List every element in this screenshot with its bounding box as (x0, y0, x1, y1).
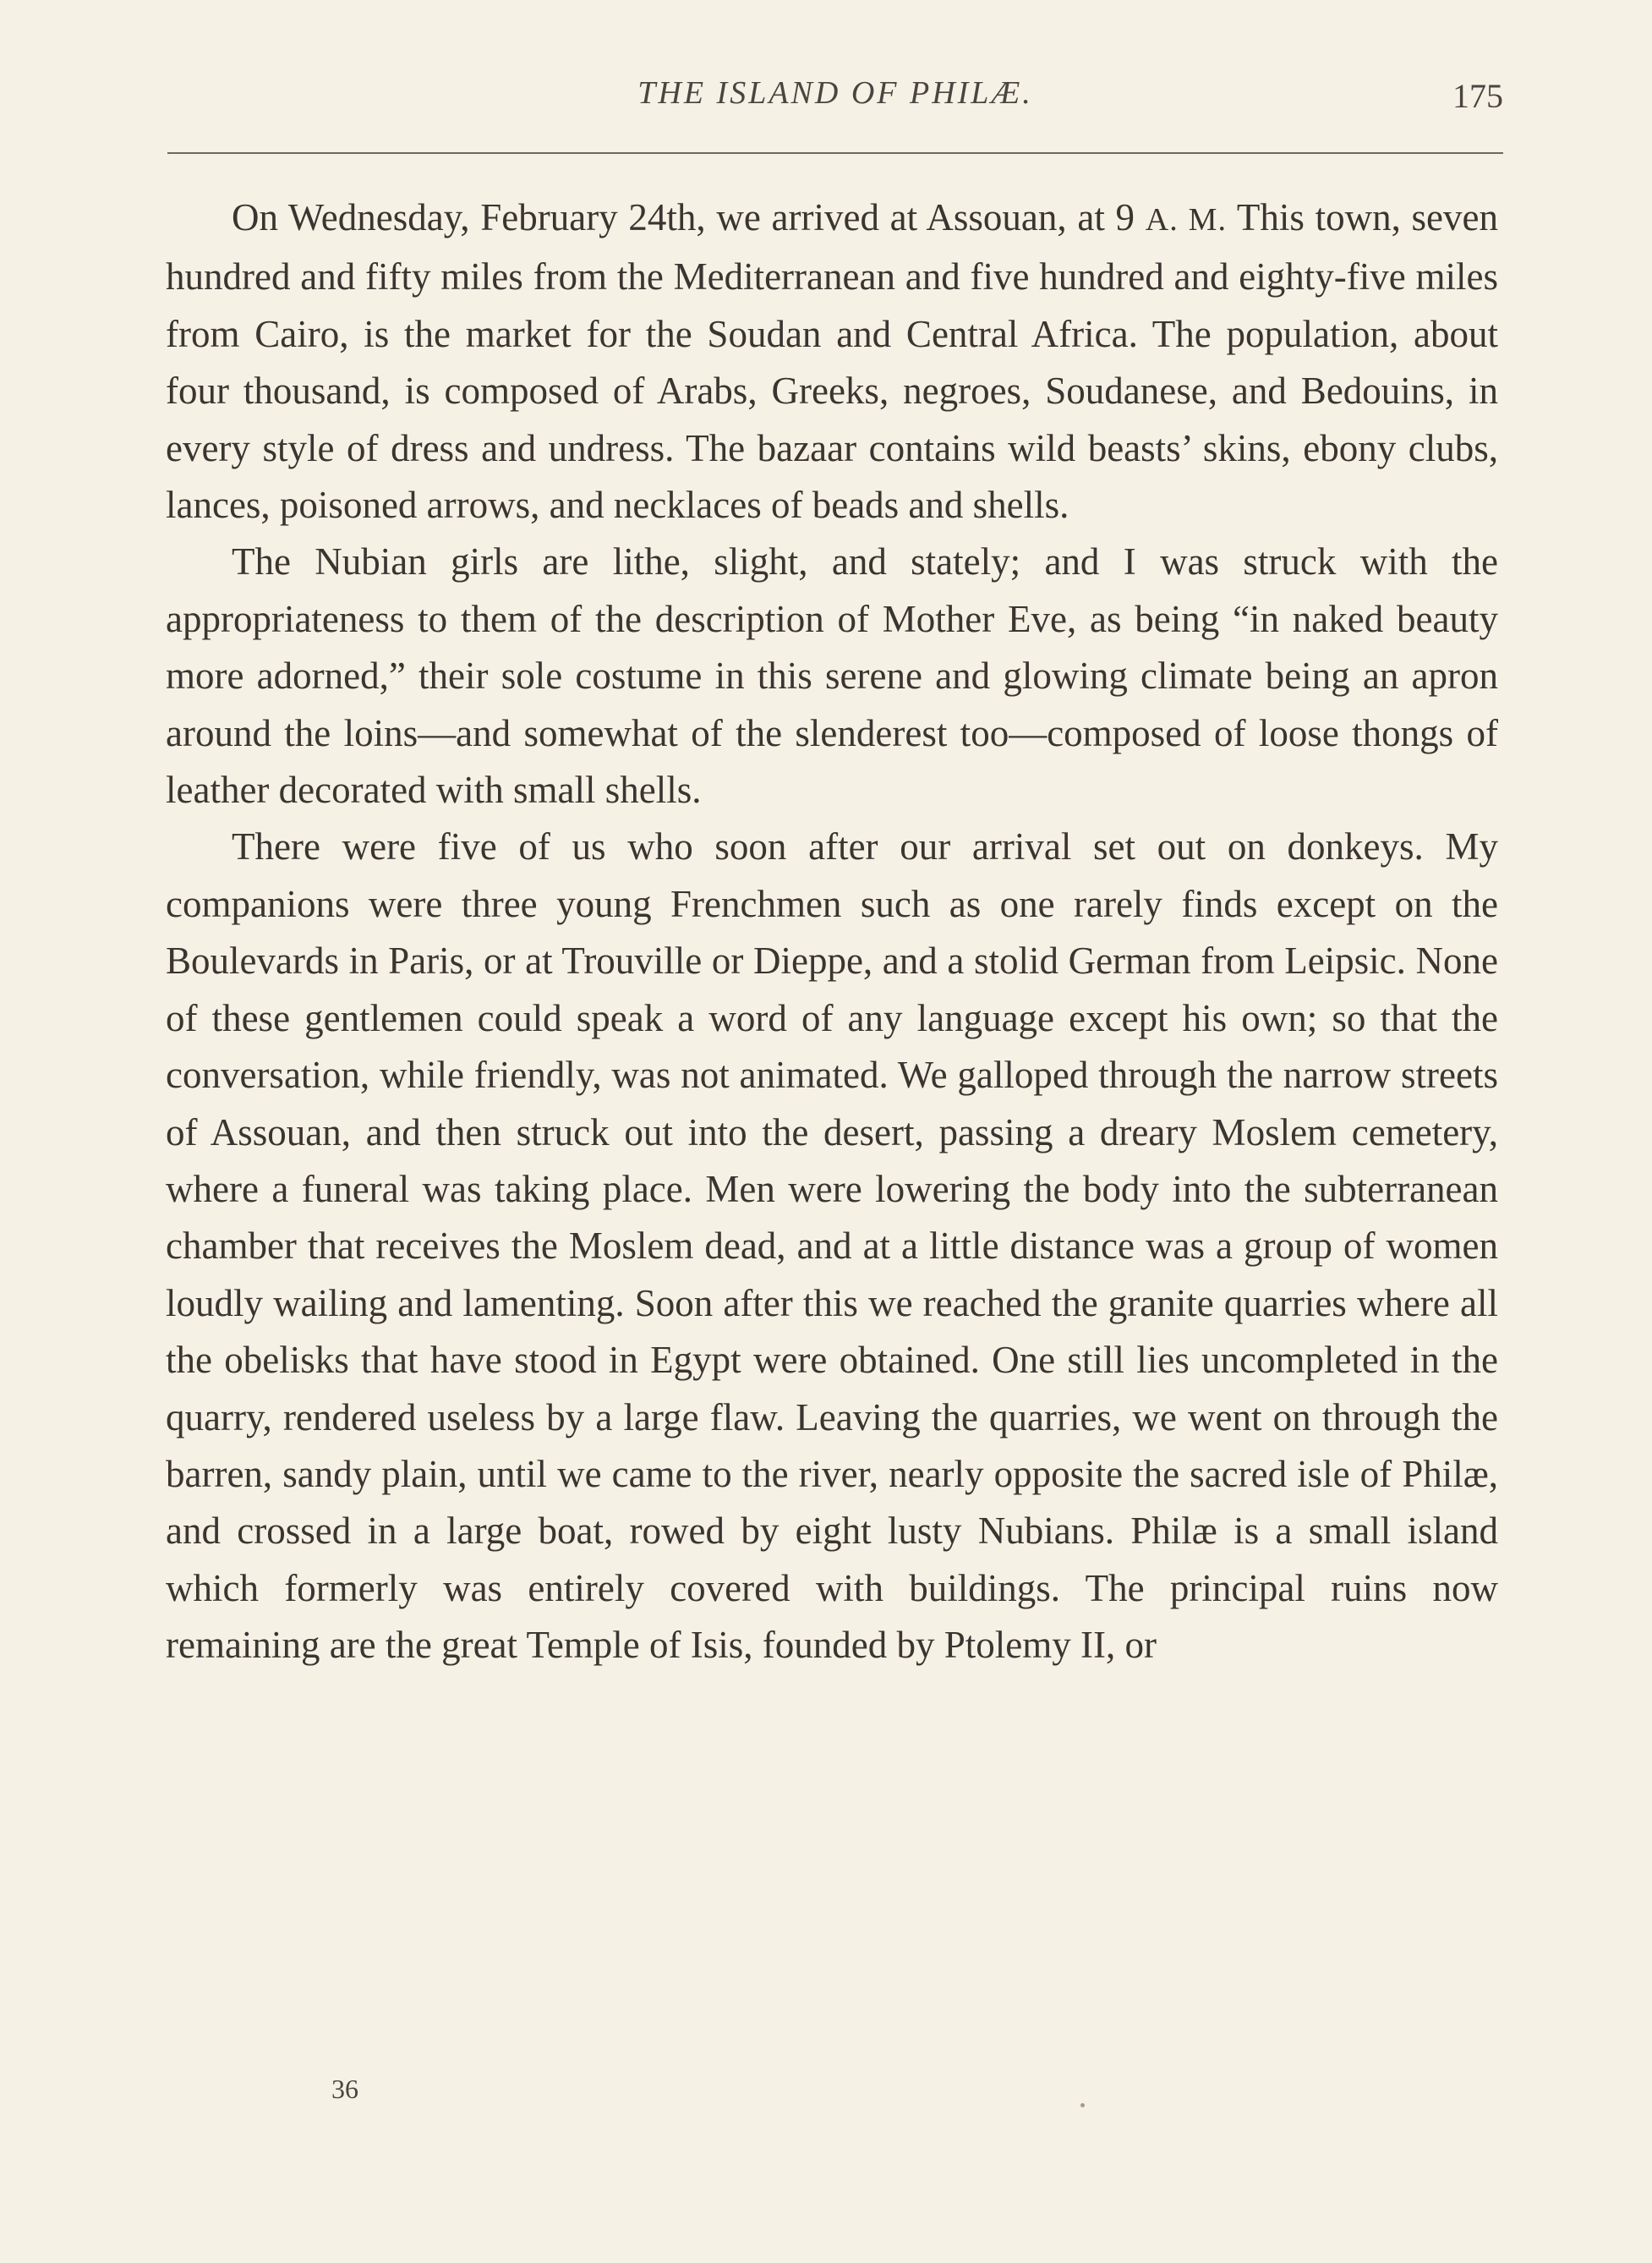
paragraph-1 (166, 189, 1498, 534)
body-text (166, 189, 1498, 1674)
running-head (167, 74, 1503, 125)
paragraph-2: The Nubian girls are lithe, slight, and stately; and I was struck with the appropriateness to them of the description of Mother Eve, as being “in naked beauty more adorned,” their sole costume in this serene and glowing climate being an apron around the loins—and somewhat of the slenderest too—composed of loose thongs of leather decorated with small shells. (166, 540, 1498, 812)
page-number: 175 (1452, 77, 1503, 115)
running-title: THE ISLAND OF PHILÆ. (637, 75, 1033, 111)
paragraph-3: There were five of us who soon after our arrival set out on donkeys. My companions were three young Frenchmen such as one rarely finds except on the Boulevards in Paris, or at Trouville or Dieppe, and a stolid German from Leipsic. None of these gentlemen could speak a word of any language except his own; so that the conversation, while friendly, was not animated. We galloped through the narrow streets of Assouan, and then struck out into the desert, passing a dreary Moslem cemetery, where a funeral was taking place. Men were lowering the body into the subterranean chamber that receives the Moslem dead, and at a little distance was a group of women loudly wailing and lamenting. Soon after this we reached the granite quarries where all the obelisks that have stood in Egypt were obtained. One still lies uncompleted in the quarry, rendered useless by a large flaw. Leaving the quarries, we went on through the barren, sandy plain, until we came to the river, nearly opposite the sacred isle of Philæ, and crossed in a large boat, rowed by eight lusty Nubians. Philæ is a small island which formerly was entirely covered with buildings. The principal ruins now remaining are the great Temple of Isis, founded by Ptolemy II, or (166, 825, 1498, 1667)
paragraph-1-start: On Wednesday, February 24th, we arrived at Assouan, at 9 (232, 196, 1146, 238)
paragraph-1-rest: This town, seven hundred and fifty miles from the Mediterranean and five hundred and eighty-five miles from Cairo, is the market for the Soudan and Central Africa. The population, about four thousand, is composed of Arabs, Greeks, negroes, Soudanese, and Bedouins, in every style of dress and undress. The bazaar contains wild beasts’ skins, ebony clubs, lances, poisoned arrows, and necklaces of beads and shells. (166, 196, 1498, 527)
header-rule (167, 152, 1503, 154)
signature-mark: 36 (331, 2074, 358, 2104)
time-abbreviation: A. M. (1145, 202, 1227, 238)
paper-speck (1080, 2103, 1085, 2107)
